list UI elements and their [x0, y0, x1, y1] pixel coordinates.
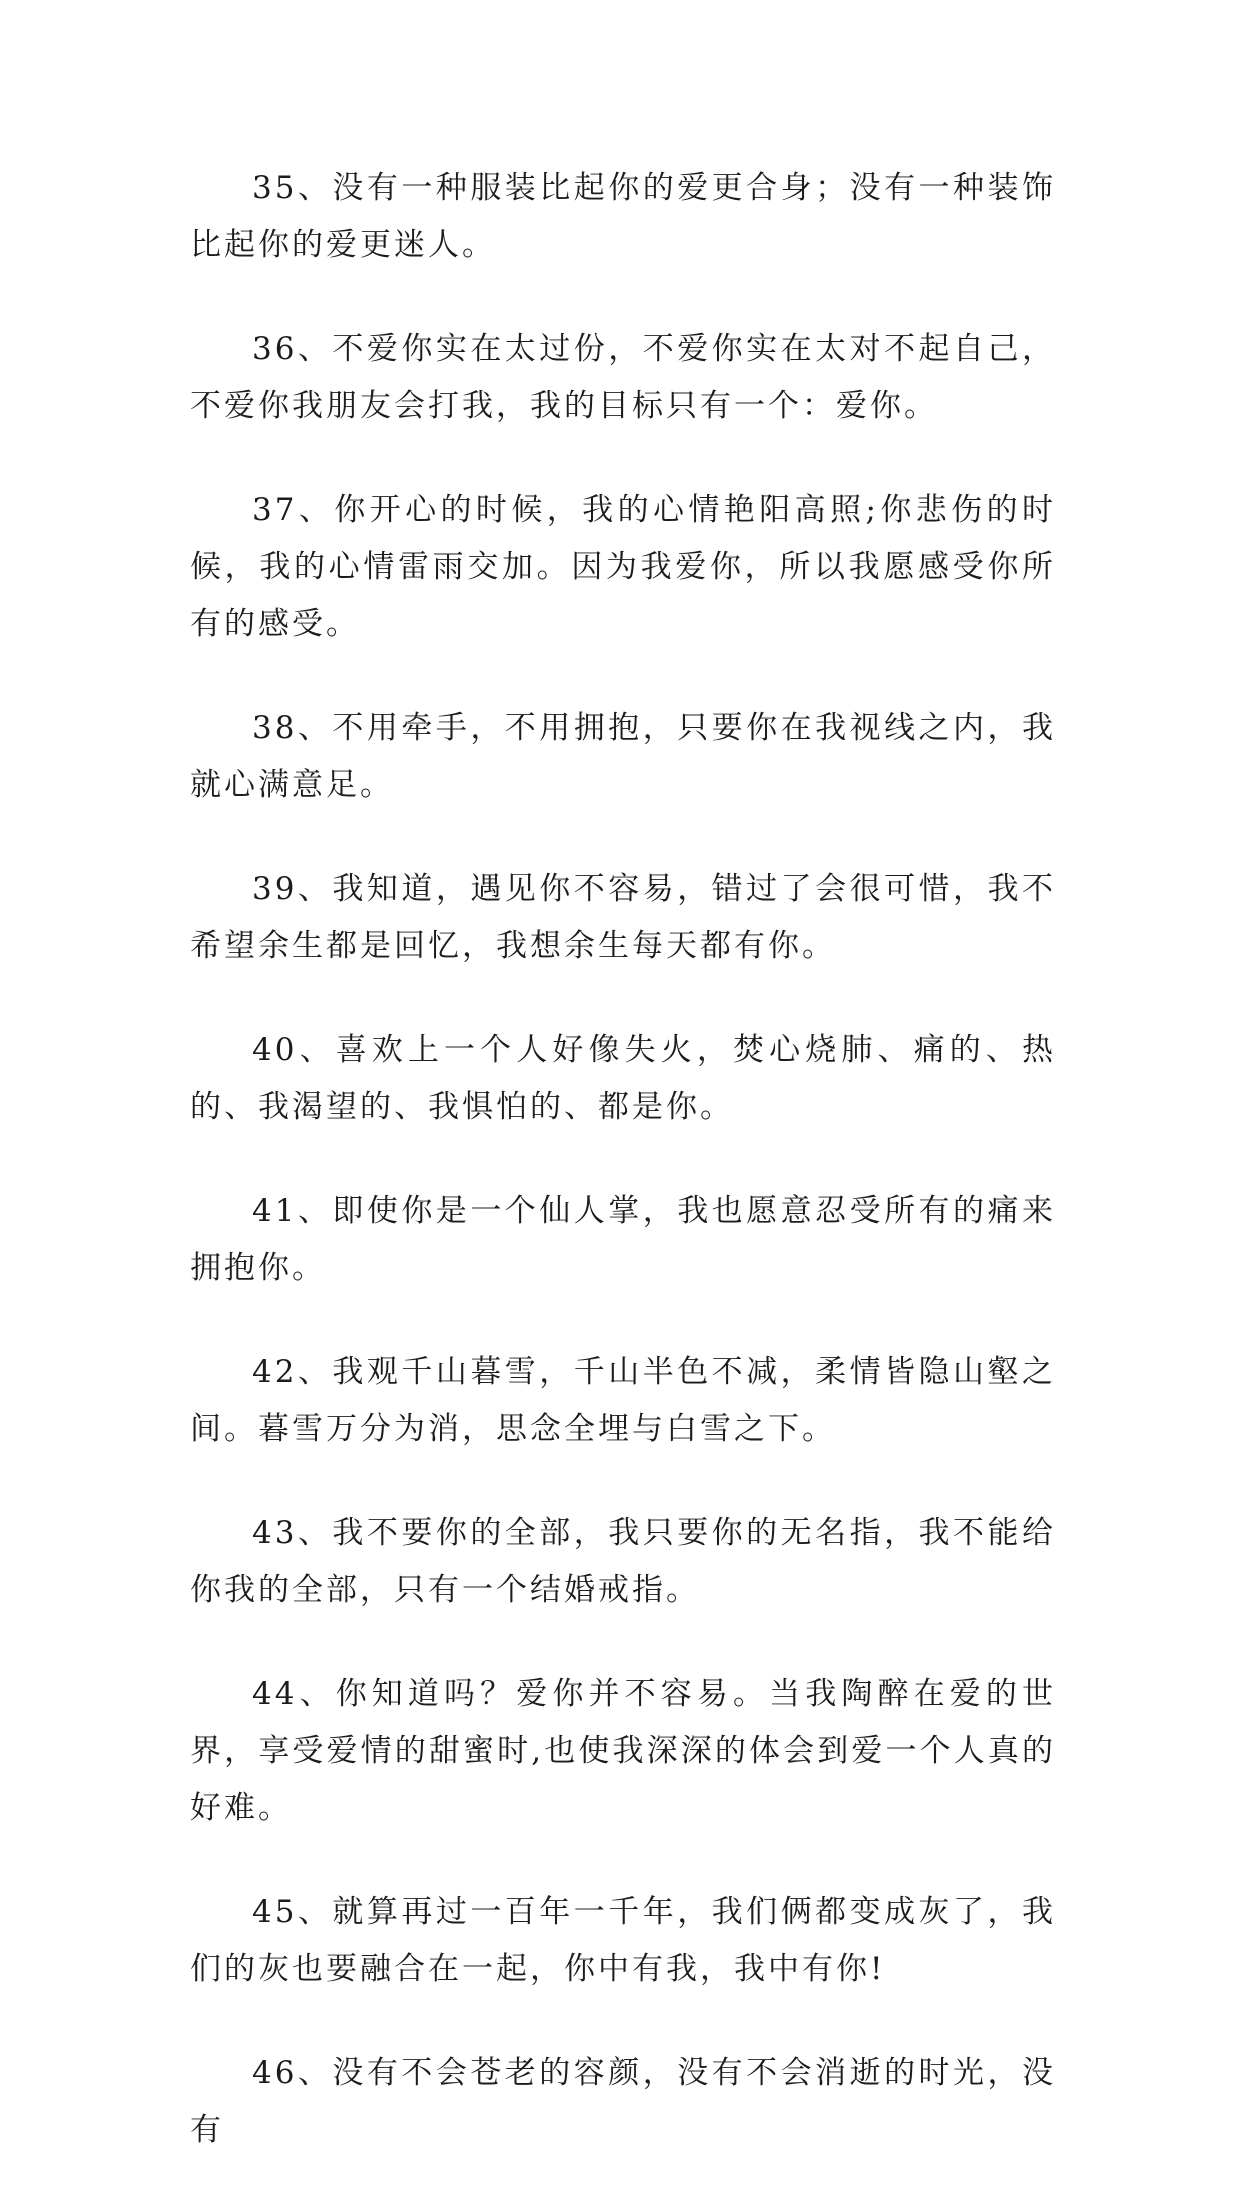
document-body [190, 160, 1056, 2206]
paragraph-38: 38、不用牵手，不用拥抱，只要你在我视线之内，我就心满意足。 [190, 710, 1056, 803]
paragraph-43: 43、我不要你的全部，我只要你的无名指，我不能给你我的全部，只有一个结婚戒指。 [190, 1515, 1056, 1608]
paragraph-37: 37、你开心的时候，我的心情艳阳高照;你悲伤的时候，我的心情雷雨交加。因为我爱你，所以我愿感受你所有的感受。 [190, 492, 1056, 642]
paragraph-45: 45、就算再过一百年一千年，我们俩都变成灰了，我们的灰也要融合在一起，你中有我，我中有你! [190, 1894, 1056, 1987]
paragraph-41: 41、即使你是一个仙人掌，我也愿意忍受所有的痛来拥抱你。 [190, 1193, 1056, 1286]
paragraph-39: 39、我知道，遇见你不容易，错过了会很可惜，我不希望余生都是回忆，我想余生每天都有你。 [190, 871, 1056, 964]
paragraph-46: 46、没有不会苍老的容颜，没有不会消逝的时光，没有 [190, 2055, 1056, 2148]
paragraph-44: 44、你知道吗？爱你并不容易。当我陶醉在爱的世界，享受爱情的甜蜜时,也使我深深的体会到爱一个人真的好难。 [190, 1676, 1056, 1826]
paragraph-42: 42、我观千山暮雪，千山半色不减，柔情皆隐山壑之间。暮雪万分为消，思念全埋与白雪之下。 [190, 1354, 1056, 1447]
paragraph-40: 40、喜欢上一个人好像失火，焚心烧肺、痛的、热的、我渴望的、我惧怕的、都是你。 [190, 1032, 1056, 1125]
paragraph-35: 35、没有一种服装比起你的爱更合身；没有一种装饰比起你的爱更迷人。 [190, 170, 1056, 263]
paragraph-36: 36、不爱你实在太过份，不爱你实在太对不起自己，不爱你我朋友会打我，我的目标只有一个：爱你。 [190, 331, 1056, 424]
